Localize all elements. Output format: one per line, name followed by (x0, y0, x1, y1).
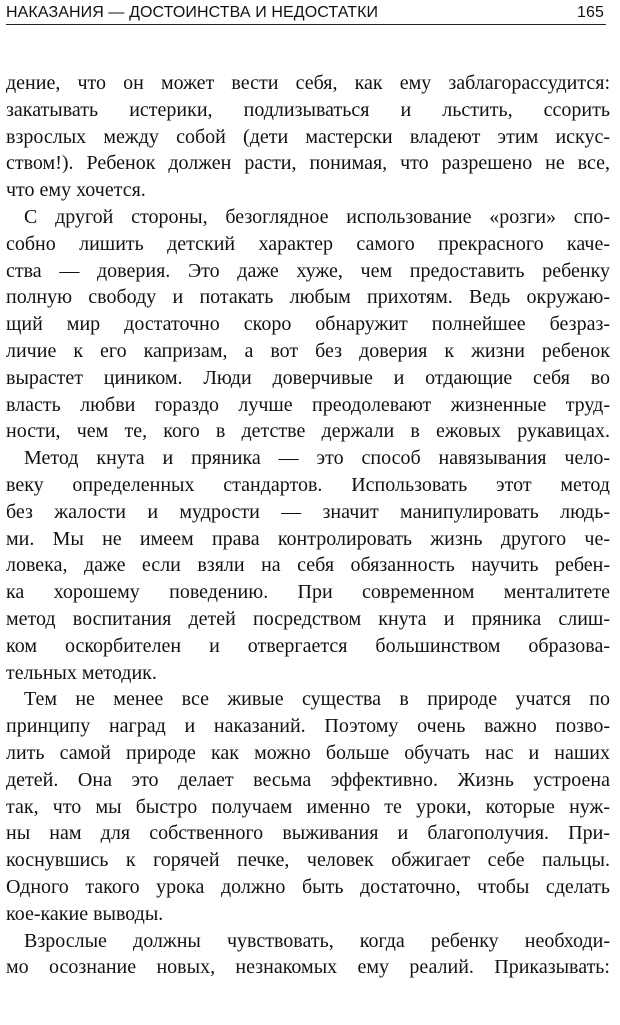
text-line: ком оскорбителен и отвергается большинством образова- (6, 634, 610, 657)
text-line: без жалости и мудрости — значит манипулировать людь- (6, 500, 610, 523)
running-header (6, 2, 610, 24)
paragraph (6, 686, 610, 927)
text-line: ловека, даже если взяли на себя обязанность научить ребен- (6, 554, 610, 577)
text-line: Одного такого урока должно быть достаточно, чтобы сделать (6, 875, 610, 898)
text-line: так, что мы быстро получаем именно те уроки, которые нуж- (6, 795, 610, 818)
text-line: принципу наград и наказаний. Поэтому очень важно позво- (6, 715, 610, 738)
text-line: кое-какие выводы. (6, 902, 164, 925)
page-number: 165 (577, 4, 604, 21)
text-line: личие к его капризам, а вот без доверия к жизни ребенок (6, 339, 610, 362)
text-line: что ему хочется. (6, 179, 146, 202)
text-line: ства — доверия. Это даже хуже, чем предоставить ребенку (6, 259, 610, 282)
paragraph (6, 928, 610, 982)
text-line: метод воспитания детей посредством кнута и пряника слиш- (6, 607, 610, 630)
text-line: ны нам для собственного выживания и благополучия. При- (6, 822, 610, 845)
text-line: ми. Мы не имеем права контролировать жизнь другого че- (6, 527, 610, 550)
text-line: вырастет циником. Люди доверчивые и отдающие себя во (6, 366, 610, 389)
paragraph (6, 204, 610, 445)
text-line: Метод кнута и пряника — это способ навязывания чело- (24, 447, 610, 470)
text-line: дение, что он может вести себя, как ему заблагорассудится: (6, 72, 610, 94)
text-line: щий мир достаточно скоро обнаружит полнейшее безраз- (6, 313, 610, 336)
paragraph (6, 445, 610, 686)
text-line: лить самой природе как можно больше обучать нас и наших (6, 741, 610, 764)
text-line: Взрослые должны чувствовать, когда ребенку необходи- (24, 929, 610, 952)
text-line: ка хорошему поведению. При современном менталитете (6, 581, 610, 604)
text-line: детей. Она это делает весьма эффективно. Жизнь устроена (6, 768, 610, 791)
text-line: мо осознание новых, незнакомых ему реалий. Приказывать: (6, 956, 610, 979)
text-line: коснувшись к горячей печке, человек обжигает себе пальцы. (6, 849, 610, 872)
text-line: Тем не менее все живые существа в природе учатся по (24, 688, 610, 711)
text-line: ством!). Ребенок должен расти, понимая, что разрешено не все, (6, 152, 610, 175)
text-line: собно лишить детский характер самого прекрасного каче- (6, 232, 610, 255)
header-rule (6, 24, 606, 25)
body-text (6, 70, 610, 981)
text-line: взрослых между собой (дети мастерски владеют этим искус- (6, 125, 610, 148)
text-line: веку определенных стандартов. Использовать этот метод (6, 473, 610, 496)
text-line: С другой стороны, безоглядное использование «розги» спо- (24, 205, 610, 228)
text-line: полную свободу и потакать любым прихотям. Ведь окружаю- (6, 286, 610, 309)
paragraph (6, 70, 610, 204)
running-header-title: НАКАЗАНИЯ — ДОСТОИНСТВА И НЕДОСТАТКИ (6, 4, 379, 21)
text-line: закатывать истерики, подлизываться и льстить, ссорить (6, 98, 610, 121)
text-line: тельных методик. (6, 661, 157, 684)
text-line: ности, чем те, кого в детстве держали в ежовых рукавицах. (6, 420, 610, 443)
text-line: власть любви гораздо лучше преодолевают жизненные труд- (6, 393, 610, 416)
